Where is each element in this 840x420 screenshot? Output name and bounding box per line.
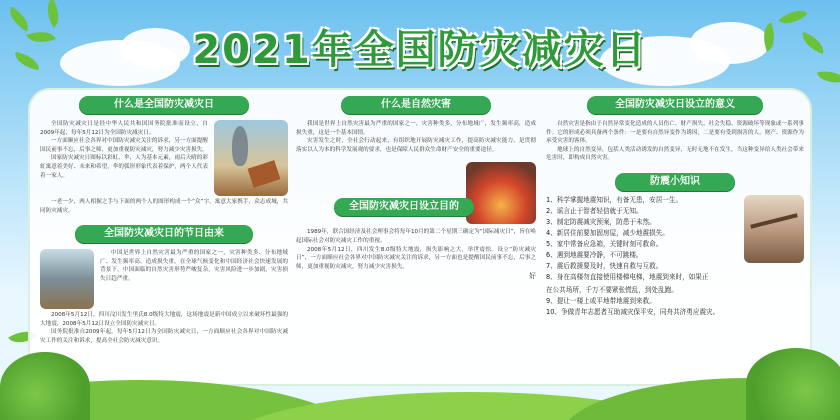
section-heading: 全国防灾减灾日设立目的 <box>334 198 474 216</box>
tree-decoration <box>0 352 90 420</box>
paragraph: 国家防灾减灾日图标以彩虹、伞、人为基本元素，雨后天晴的彩虹寓意着美好、未来和希望，伞的弧形形象代表着保护，两个人代表着一家人。 <box>40 155 208 179</box>
earthquake-illustration <box>744 195 804 263</box>
paragraph: 全国防灾减灾日是经中华人民共和国国务院批准而设立，自2009年起，每年5月12日为全国防灾减灾日。 <box>40 121 208 136</box>
paragraph: 中国是世界上自然灾害最为严重的国家之一，灾害种类多、分布地域广、发生频率高、造成损失重。在全球气候变化和中国经济社会快速发展的背景下，中国面临的自然灾害形势严峻复杂，灾害风险进一步加剧，灾害损失日趋严重。 <box>100 250 288 282</box>
section-heading: 什么是自然灾害 <box>341 96 491 114</box>
tree-decoration <box>746 348 840 420</box>
paragraph: 地球上的自然变异，包括人类活动诱发的自然变异，无时无地不在发生，当这种变异给人类社会带来危害时，即构成自然灾害。 <box>546 146 804 162</box>
tip-item: 9、提让一楼上或平地带地震到来救。 <box>546 296 656 305</box>
paragraph: 自然灾害是指由于自然异常变化造成的人员伤亡、财产损失、社会失稳、资源破坏等现象或一系列事件。它的形成必须具备两个条件：一是要有自然异变作为诱因，二是要有受到损害的人、财产、资源作为承受灾害的客体。 <box>546 121 804 145</box>
paragraph: 1989年，联合国经济及社会理事会将每年10月的第二个星期三确定为“国际减灾日”，旨在唤起国际社会对防灾减灾工作的重视。 <box>296 229 536 244</box>
paragraph: 我国是世界上自然灾害最为严重的国家之一，灾害种类多，分布地域广，发生频率高，造成损失重，这是一个基本国情。 <box>296 121 536 136</box>
tip-item: 8、身在高楼勿直接使用楼梯电梯，地震到来时，如果正 <box>546 272 709 281</box>
tip-item: 在公共场所，千万不要紧张慌乱，到处乱跑。 <box>546 285 678 294</box>
tip-item: 10、争做青年志愿者互助减灾保平安，同舟共济勇应震灾。 <box>546 307 720 316</box>
page-title: 2021年全国防灾减灾日 <box>192 27 648 73</box>
tip-item: 1、科学掌握地震知识，有备无患，安居一生。 <box>546 195 683 204</box>
section-heading: 什么是全国防灾减灾日 <box>79 96 249 114</box>
column-middle <box>296 96 536 281</box>
tip-item: 4、新居住前要加固房屋，减少地震损失。 <box>546 228 669 237</box>
paragraph: 国务院批准自2009年起，每年5月12日为全国防灾减灾日，一方面顺应社会各界对中国防灾减灾工作的关注和诉求，提高全社会防灾减灾意识。 <box>40 329 288 344</box>
paragraph: 灾害发生之时，全社会行动起来，有组织地开展防灾减灾工作，提高防灾减灾能力，是贯彻落实以人为本的科学发展观的要求，也是保障人民群众生命财产安全的重要途径。 <box>296 138 536 153</box>
disaster-illustration <box>214 120 288 196</box>
tip-item: 3、制定防震减灾预案，防患于未然。 <box>546 217 656 226</box>
tip-item: 6、遇到地震要冷静，不可跳楼。 <box>546 250 643 259</box>
section-heading: 全国防灾减灾日的节日由来 <box>75 225 253 243</box>
tip-item: 5、家中常备应急箱，关键时刻可救命。 <box>546 239 663 248</box>
tip-item: 2、谣言止于智者轻信就于无知。 <box>546 206 643 215</box>
flood-illustration <box>40 249 94 309</box>
column-right <box>546 96 804 318</box>
section-heading: 防震小知识 <box>615 173 735 191</box>
paragraph: 一老一少，两人相握之手与下面的两个人的图形构成一个“众”字，寓意大家携手，众志成城，共同防灾减灾。 <box>40 199 288 214</box>
trailing-text: 好 <box>529 272 536 281</box>
paragraph: 2008年5月12日，四川发生8.0级特大地震，损失影响之大，举世震惊。设立“防灾减灾日”，一方面顺应社会各界对中国防灾减灾关注的诉求，另一方面也是提醒国民前事不忘，后事之师，更加重视防灾减灾，努力减少灾害损失。 <box>296 246 536 270</box>
section-heading: 全国防灾减灾日设立的意义 <box>587 96 763 114</box>
column-left <box>40 96 288 346</box>
fire-illustration <box>466 162 536 224</box>
paragraph: 2008年5月12日，四川汶川发生里氏8.0级特大地震，这场地震是新中国成立以来破坏性最强的大地震，2008年5月12日设立全国防灾减灾日。 <box>40 312 288 327</box>
tip-item: 7、震后救援要及时，快速自救与互救。 <box>546 261 663 270</box>
paragraph: 一方面顺应社会各界对中国防灾减灾关注的诉求，另一方面提醒国民前事不忘，后事之师，更加重视防灾减灾，努力减少灾害损失。 <box>40 138 208 153</box>
